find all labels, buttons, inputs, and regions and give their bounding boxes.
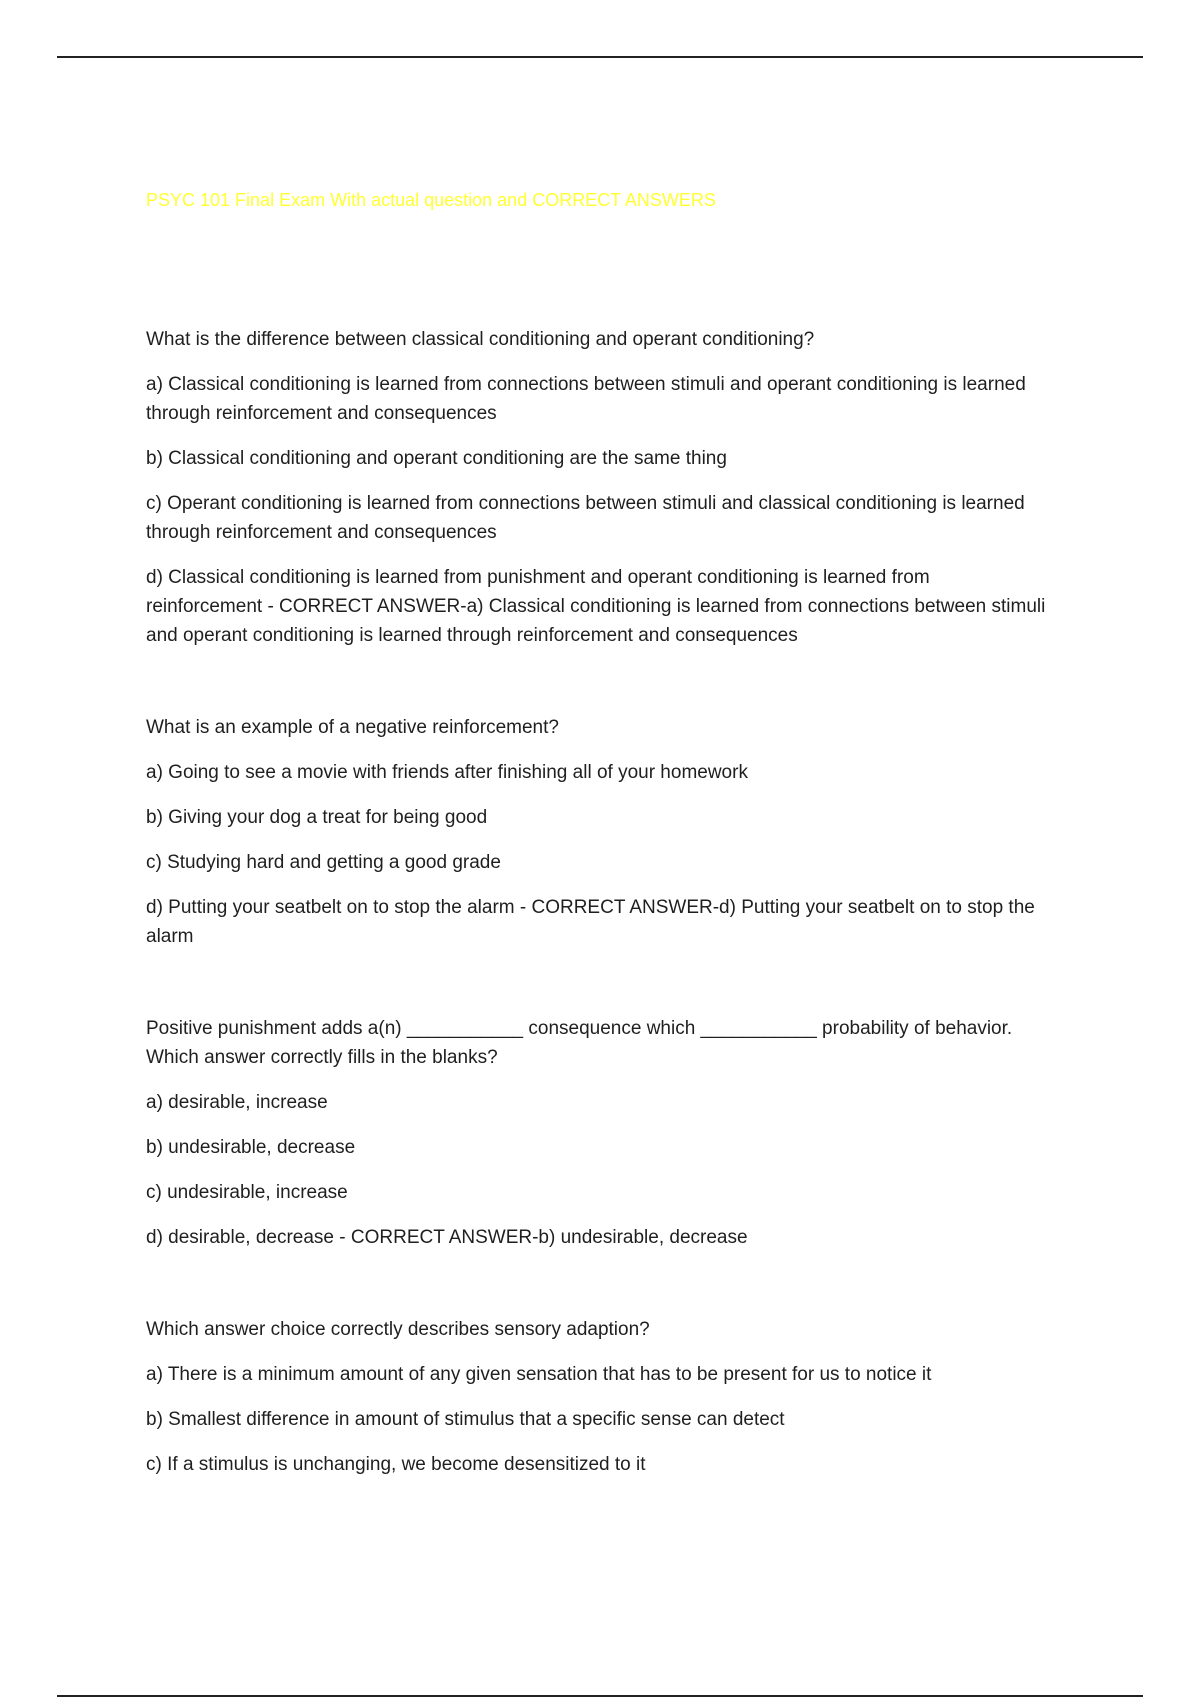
answer-option-c: c) undesirable, increase	[146, 1182, 348, 1203]
answer-option-a: a) Going to see a movie with friends after finishing all of your homework	[146, 762, 748, 783]
answer-option-b: b) Classical conditioning and operant conditioning are the same thing	[146, 448, 727, 469]
answer-option-d: d) Putting your seatbelt on to stop the alarm - CORRECT ANSWER-d) Putting your seatbelt on to stop the alarm	[146, 897, 1035, 947]
top-rule	[57, 56, 1143, 58]
answer-option-c: c) Studying hard and getting a good grade	[146, 852, 501, 873]
question-text: What is the difference between classical conditioning and operant conditioning?	[146, 329, 815, 350]
question-text: What is an example of a negative reinforcement?	[146, 717, 559, 738]
answer-option-b: b) Smallest difference in amount of stimulus that a specific sense can detect	[146, 1409, 785, 1430]
document-title: PSYC 101 Final Exam With actual question and CORRECT ANSWERS	[146, 190, 716, 210]
question-4	[146, 1315, 1051, 1479]
answer-option-b: b) undesirable, decrease	[146, 1137, 356, 1158]
document-body	[146, 325, 1051, 1542]
answer-option-d: d) desirable, decrease - CORRECT ANSWER-b) undesirable, decrease	[146, 1227, 748, 1248]
answer-option-a: a) desirable, increase	[146, 1092, 328, 1113]
answer-option-c: c) If a stimulus is unchanging, we become desensitized to it	[146, 1454, 646, 1475]
question-3	[146, 1014, 1051, 1252]
answer-option-b: b) Giving your dog a treat for being good	[146, 807, 488, 828]
question-text: Which answer choice correctly describes sensory adaption?	[146, 1319, 650, 1340]
answer-option-a: a) Classical conditioning is learned from connections between stimuli and operant conditioning is learned through reinforcement and consequences	[146, 374, 1026, 424]
answer-option-c: c) Operant conditioning is learned from connections between stimuli and classical conditioning is learned through reinforcement and consequences	[146, 493, 1025, 543]
question-2	[146, 713, 1051, 951]
question-1	[146, 325, 1051, 650]
question-text: Positive punishment adds a(n) ___________ consequence which ___________ probability of behavior. Which answer correctly fills in the blanks?	[146, 1018, 1013, 1068]
answer-option-d: d) Classical conditioning is learned from punishment and operant conditioning is learned from reinforcement - CORRECT ANSWER-a) Classical conditioning is learned from connections between stimuli and operant conditioning is learned through reinforcement and consequences	[146, 567, 1046, 646]
answer-option-a: a) There is a minimum amount of any given sensation that has to be present for us to notice it	[146, 1364, 932, 1385]
bottom-rule	[57, 1695, 1143, 1697]
